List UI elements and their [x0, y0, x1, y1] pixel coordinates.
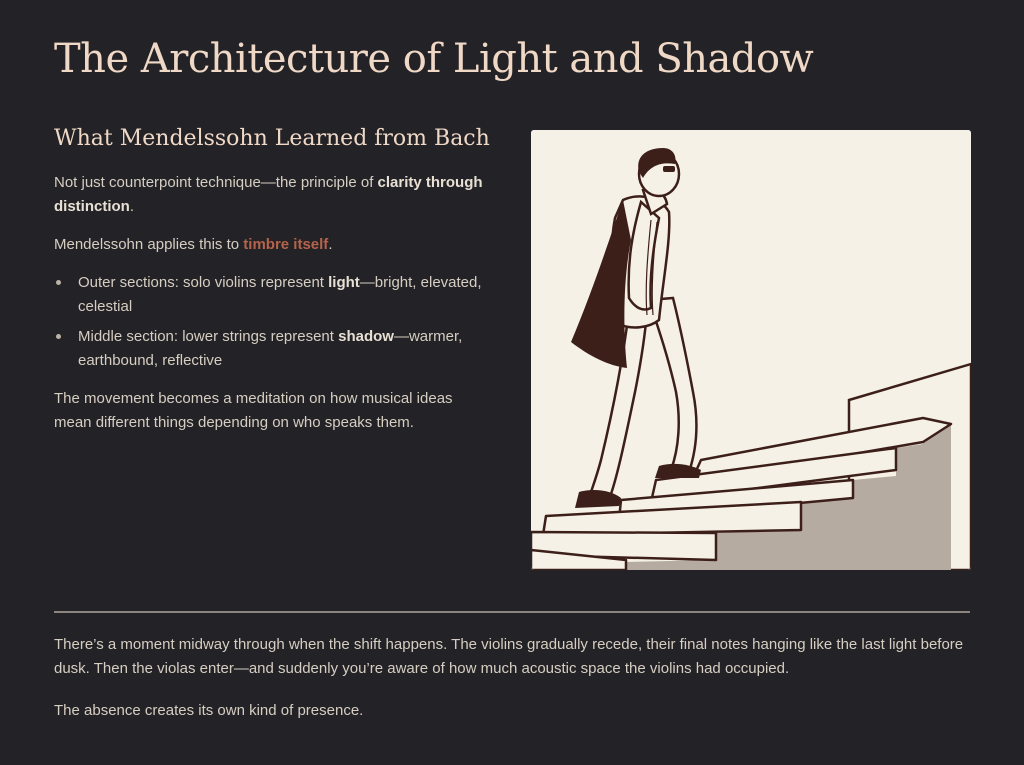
intro-paragraph: Not just counterpoint technique—the principle of clarity through distinction.: [54, 174, 483, 215]
page-title: The Architecture of Light and Shadow: [54, 36, 814, 82]
footer-text: [54, 633, 984, 741]
man-climbing-stairs-illustration: [531, 130, 971, 570]
meditation-paragraph: The movement becomes a meditation on how musical ideas mean different things depending on who speaks them.: [54, 390, 453, 431]
section-divider: [54, 611, 970, 613]
text-column: [54, 126, 494, 449]
emphasis-clarity: clarity through distinction: [54, 174, 483, 215]
footer-paragraph: There’s a moment midway through when the shift happens. The violins gradually recede, their final notes hanging like the last light before dusk. Then the violas enter—and suddenly you’re aware of how much acoustic space the violins had occupied.: [54, 636, 964, 677]
timbre-paragraph: Mendelssohn applies this to timbre itself.: [54, 236, 333, 253]
bullet-dot-icon: [56, 334, 61, 339]
accent-timbre: timbre itself: [243, 236, 329, 253]
bullet-dot-icon: [56, 280, 61, 285]
bullet-list: [54, 271, 494, 373]
list-item: Outer sections: solo violins represent light—bright, elevated, celestial: [54, 271, 494, 319]
footer-closing-line: The absence creates its own kind of presence.: [54, 702, 364, 719]
section-heading: What Mendelssohn Learned from Bach: [54, 126, 490, 151]
list-item: Middle section: lower strings represent shadow—warmer, earthbound, reflective: [54, 325, 494, 373]
